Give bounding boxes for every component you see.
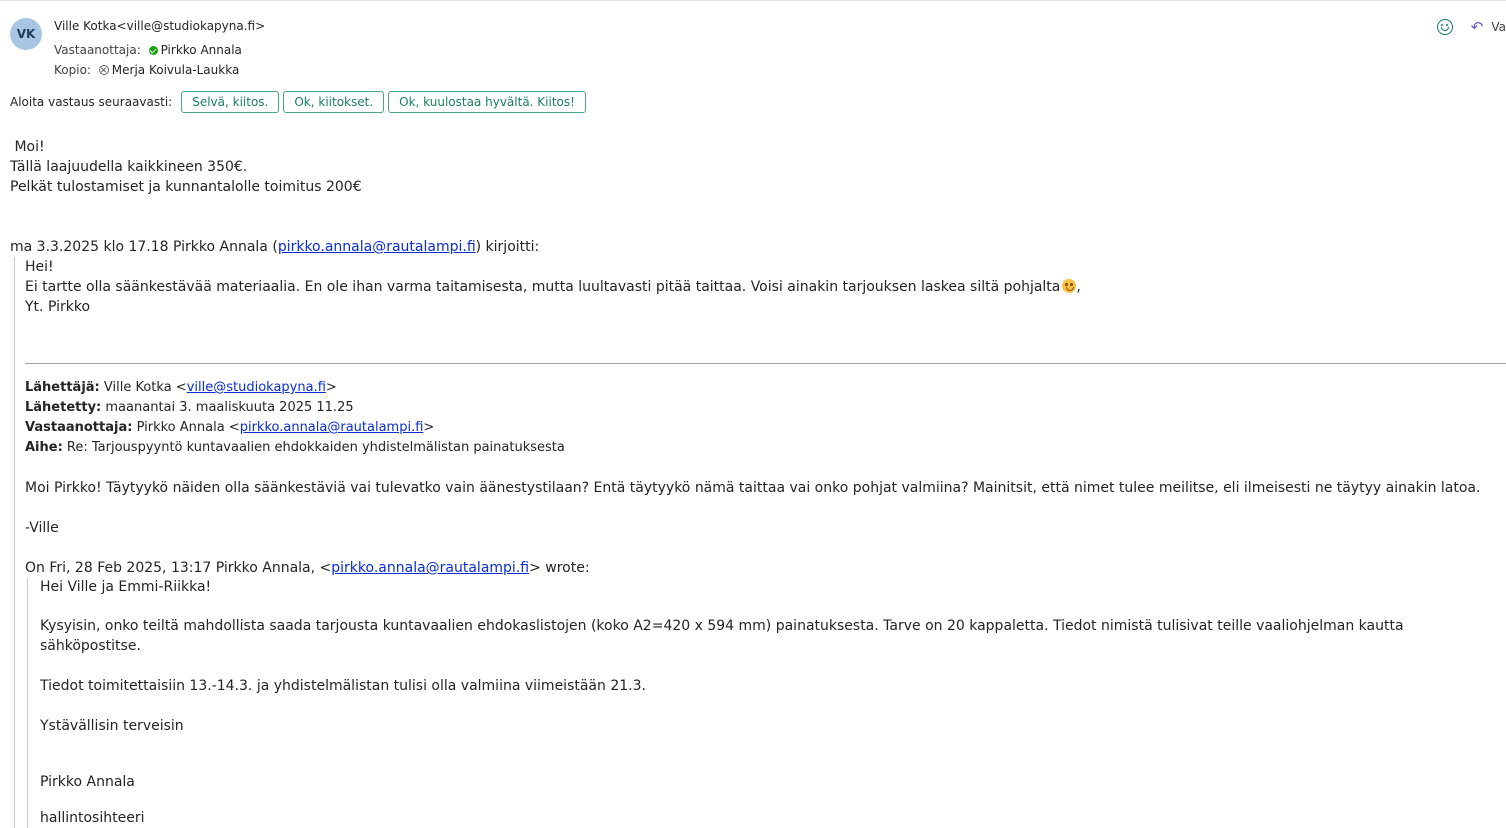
body-line: Moi!: [10, 139, 45, 155]
quote-line: [25, 277, 1506, 297]
original-title: hallintosihteeri: [40, 810, 145, 826]
suggested-reply-1[interactable]: Selvä, kiitos.: [181, 91, 279, 113]
reply-button-label[interactable]: Va: [1491, 20, 1506, 34]
smiling-face-emoji-icon: [1062, 279, 1076, 293]
wrote-text: On Fri, 28 Feb 2025, 13:17 Pirkko Annala, <: [25, 560, 332, 576]
quote-line: Hei!: [25, 259, 54, 275]
suggested-replies: [10, 91, 590, 113]
to-line: [54, 43, 242, 57]
to-label: Vastaanottaja:: [54, 43, 141, 57]
sender-name[interactable]: Ville Kotka<ville@studiokapyna.fi>: [54, 19, 266, 33]
original-name: Pirkko Annala: [40, 774, 135, 790]
email-link[interactable]: pirkko.annala@rautalampi.fi: [239, 420, 424, 435]
field-label: Aihe:: [25, 440, 63, 455]
cc-label: Kopio:: [54, 63, 91, 77]
email-link[interactable]: pirkko.annala@rautalampi.fi: [331, 560, 530, 576]
quote-text: Ei tartte olla säänkestävää materiaalia. En ole ihan varma taitamisesta, mutta luultavasti pitää taittaa. Voisi ainakin tarjouksen laskea siltä pohjalta: [25, 279, 1061, 295]
quote-line: Yt. Pirkko: [25, 299, 91, 315]
field-label: Lähettäjä:: [25, 380, 100, 395]
to-recipient[interactable]: Pirkko Annala: [160, 43, 242, 57]
nested-quoted-block: [27, 578, 1506, 828]
field-value: maanantai 3. maaliskuuta 2025 11.25: [101, 400, 354, 415]
field-value: >: [423, 420, 435, 435]
email-link[interactable]: ville@studiokapyna.fi: [186, 380, 326, 395]
top-divider: [0, 0, 1506, 1]
forward-signoff: -Ville: [25, 520, 59, 536]
field-value: Ville Kotka <: [99, 380, 187, 395]
original-paragraph: Kysyisin, onko teiltä mahdollista saada tarjousta kuntavaalien ehdokaslistojen (koko A2=420 x 594 mm) painatuksesta. Tarve on 20 kappaletta. Tiedot nimistä tulisivat teille vaaliohjelman kautta sähköpostitse.: [40, 618, 1404, 654]
field-value: >: [325, 380, 337, 395]
cc-recipient[interactable]: Merja Koivula-Laukka: [111, 63, 240, 77]
field-value: Pirkko Annala <: [132, 420, 240, 435]
body-line: Tällä laajuudella kaikkineen 350€.: [10, 159, 248, 175]
reply-icon[interactable]: ↶: [1470, 18, 1484, 36]
field-label: Vastaanottaja:: [25, 420, 133, 435]
forward-from: [25, 378, 1506, 398]
original-closing: Ystävällisin terveisin: [40, 718, 184, 734]
suggested-reply-3[interactable]: Ok, kuulostaa hyvältä. Kiitos!: [388, 91, 586, 113]
body-line: Pelkät tulostamiset ja kunnantalolle toimitus 200€: [10, 179, 362, 195]
message-actions: [1437, 18, 1506, 36]
sender-line[interactable]: [54, 19, 265, 33]
forward-body: Moi Pirkko! Täytyykö näiden olla säänkestäviä vai tulevatko vain äänestystilaan? Entä täytyykö nämä taittaa vai onko pohjat valmiina? Mainitsit, että nimet tulee meilitse, eli ilmeisesti ne täytyy ainakin latoa.: [25, 480, 1481, 496]
suggested-replies-label: Aloita vastaus seuraavasti:: [10, 95, 173, 109]
wrote-line: [25, 558, 1506, 578]
cc-line: [54, 63, 239, 77]
wrote-text: > wrote:: [529, 560, 590, 576]
presence-unknown-icon: [99, 65, 109, 75]
forward-sent: [25, 398, 1506, 418]
quote-intro-text: ) kirjoitti:: [475, 239, 540, 255]
message-body: [10, 137, 1506, 828]
original-paragraph: Tiedot toimitettaisiin 13.-14.3. ja yhdistelmälistan tulisi olla valmiina viimeistään 21.3.: [40, 678, 646, 694]
emoji-reaction-icon[interactable]: [1437, 19, 1453, 35]
avatar[interactable]: VK: [10, 18, 42, 50]
presence-available-icon: [149, 46, 158, 55]
quote-text: ,: [1076, 279, 1081, 295]
quote-intro: [10, 237, 1506, 257]
email-link[interactable]: pirkko.annala@rautalampi.fi: [277, 239, 476, 255]
field-label: Lähetetty:: [25, 400, 102, 415]
quoted-block: [14, 257, 1506, 828]
field-value: Re: Tarjouspyyntö kuntavaalien ehdokkaiden yhdistelmälistan painatuksesta: [62, 440, 565, 455]
forward-to: [25, 418, 1506, 438]
quote-intro-text: ma 3.3.2025 klo 17.18 Pirkko Annala (: [10, 239, 278, 255]
suggested-reply-2[interactable]: Ok, kiitokset.: [283, 91, 384, 113]
forward-subject: [25, 438, 1506, 458]
forward-header: [25, 378, 1506, 458]
original-greeting: Hei Ville ja Emmi-Riikka!: [40, 579, 212, 595]
